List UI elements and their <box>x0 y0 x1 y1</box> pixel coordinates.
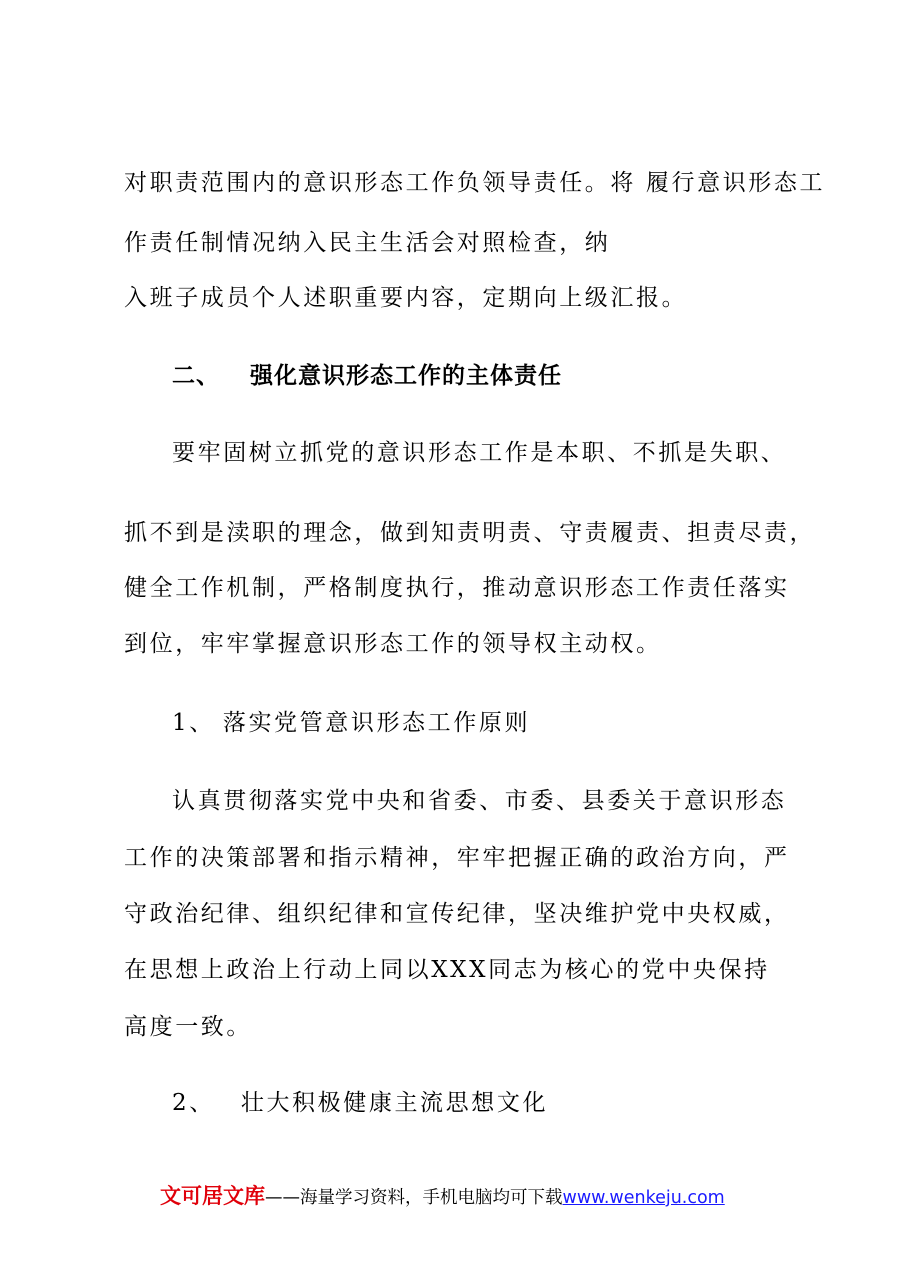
subsection-heading <box>172 708 530 738</box>
paragraph-line: 健全工作机制，严格制度执行，推动意识形态工作责任落实 <box>124 575 790 601</box>
subsection-title: 壮大积极健康主流思想文化 <box>240 1090 549 1116</box>
paragraph-line: 工作的决策部署和指示精神，牢牢把握正确的政治方向，严 <box>124 845 790 871</box>
paragraph-line: 入班子成员个人述职重要内容，定期向上级汇报。 <box>124 285 688 311</box>
paragraph-line: 高度一致。 <box>124 1014 252 1040</box>
section-title: 强化意识形态工作的主体责任 <box>250 363 562 389</box>
section-heading <box>172 361 562 391</box>
paragraph-line: 抓不到是渎职的理念，做到知责明责、守责履责、担责尽责， <box>124 520 816 546</box>
footer-banner <box>160 1182 725 1212</box>
section-number: 二、 <box>172 363 220 389</box>
paragraph-line: 对职责范围内的意识形态工作负领导责任。将 履行意识形态工 <box>124 170 826 196</box>
footer-slogan: ——海量学习资料，手机电脑均可下载 <box>265 1188 563 1208</box>
subsection-heading <box>172 1088 548 1118</box>
paragraph-line: 到位，牢牢掌握意识形态工作的领导权主动权。 <box>124 631 662 657</box>
subsection-number: 1、 <box>172 710 215 736</box>
subsection-number: 2、 <box>172 1090 215 1116</box>
paragraph-line: 在思想上政治上行动上同以XXX同志为核心的党中央保持 <box>124 957 770 983</box>
paragraph-line: 守政治纪律、组织纪律和宣传纪律，坚决维护党中央权威， <box>124 901 790 927</box>
footer-url-link[interactable]: www.wenkeju.com <box>562 1188 725 1208</box>
paragraph-line: 作责任制情况纳入民主生活会对照检查，纳 <box>124 230 611 256</box>
subsection-title: 落实党管意识形态工作原则 <box>222 710 531 736</box>
paragraph-line: 要牢固树立抓党的意识形态工作是本职、不抓是失职、 <box>172 440 787 466</box>
paragraph-line: 认真贯彻落实党中央和省委、市委、县委关于意识形态 <box>172 788 787 814</box>
footer-brand: 文可居文库 <box>160 1184 265 1208</box>
